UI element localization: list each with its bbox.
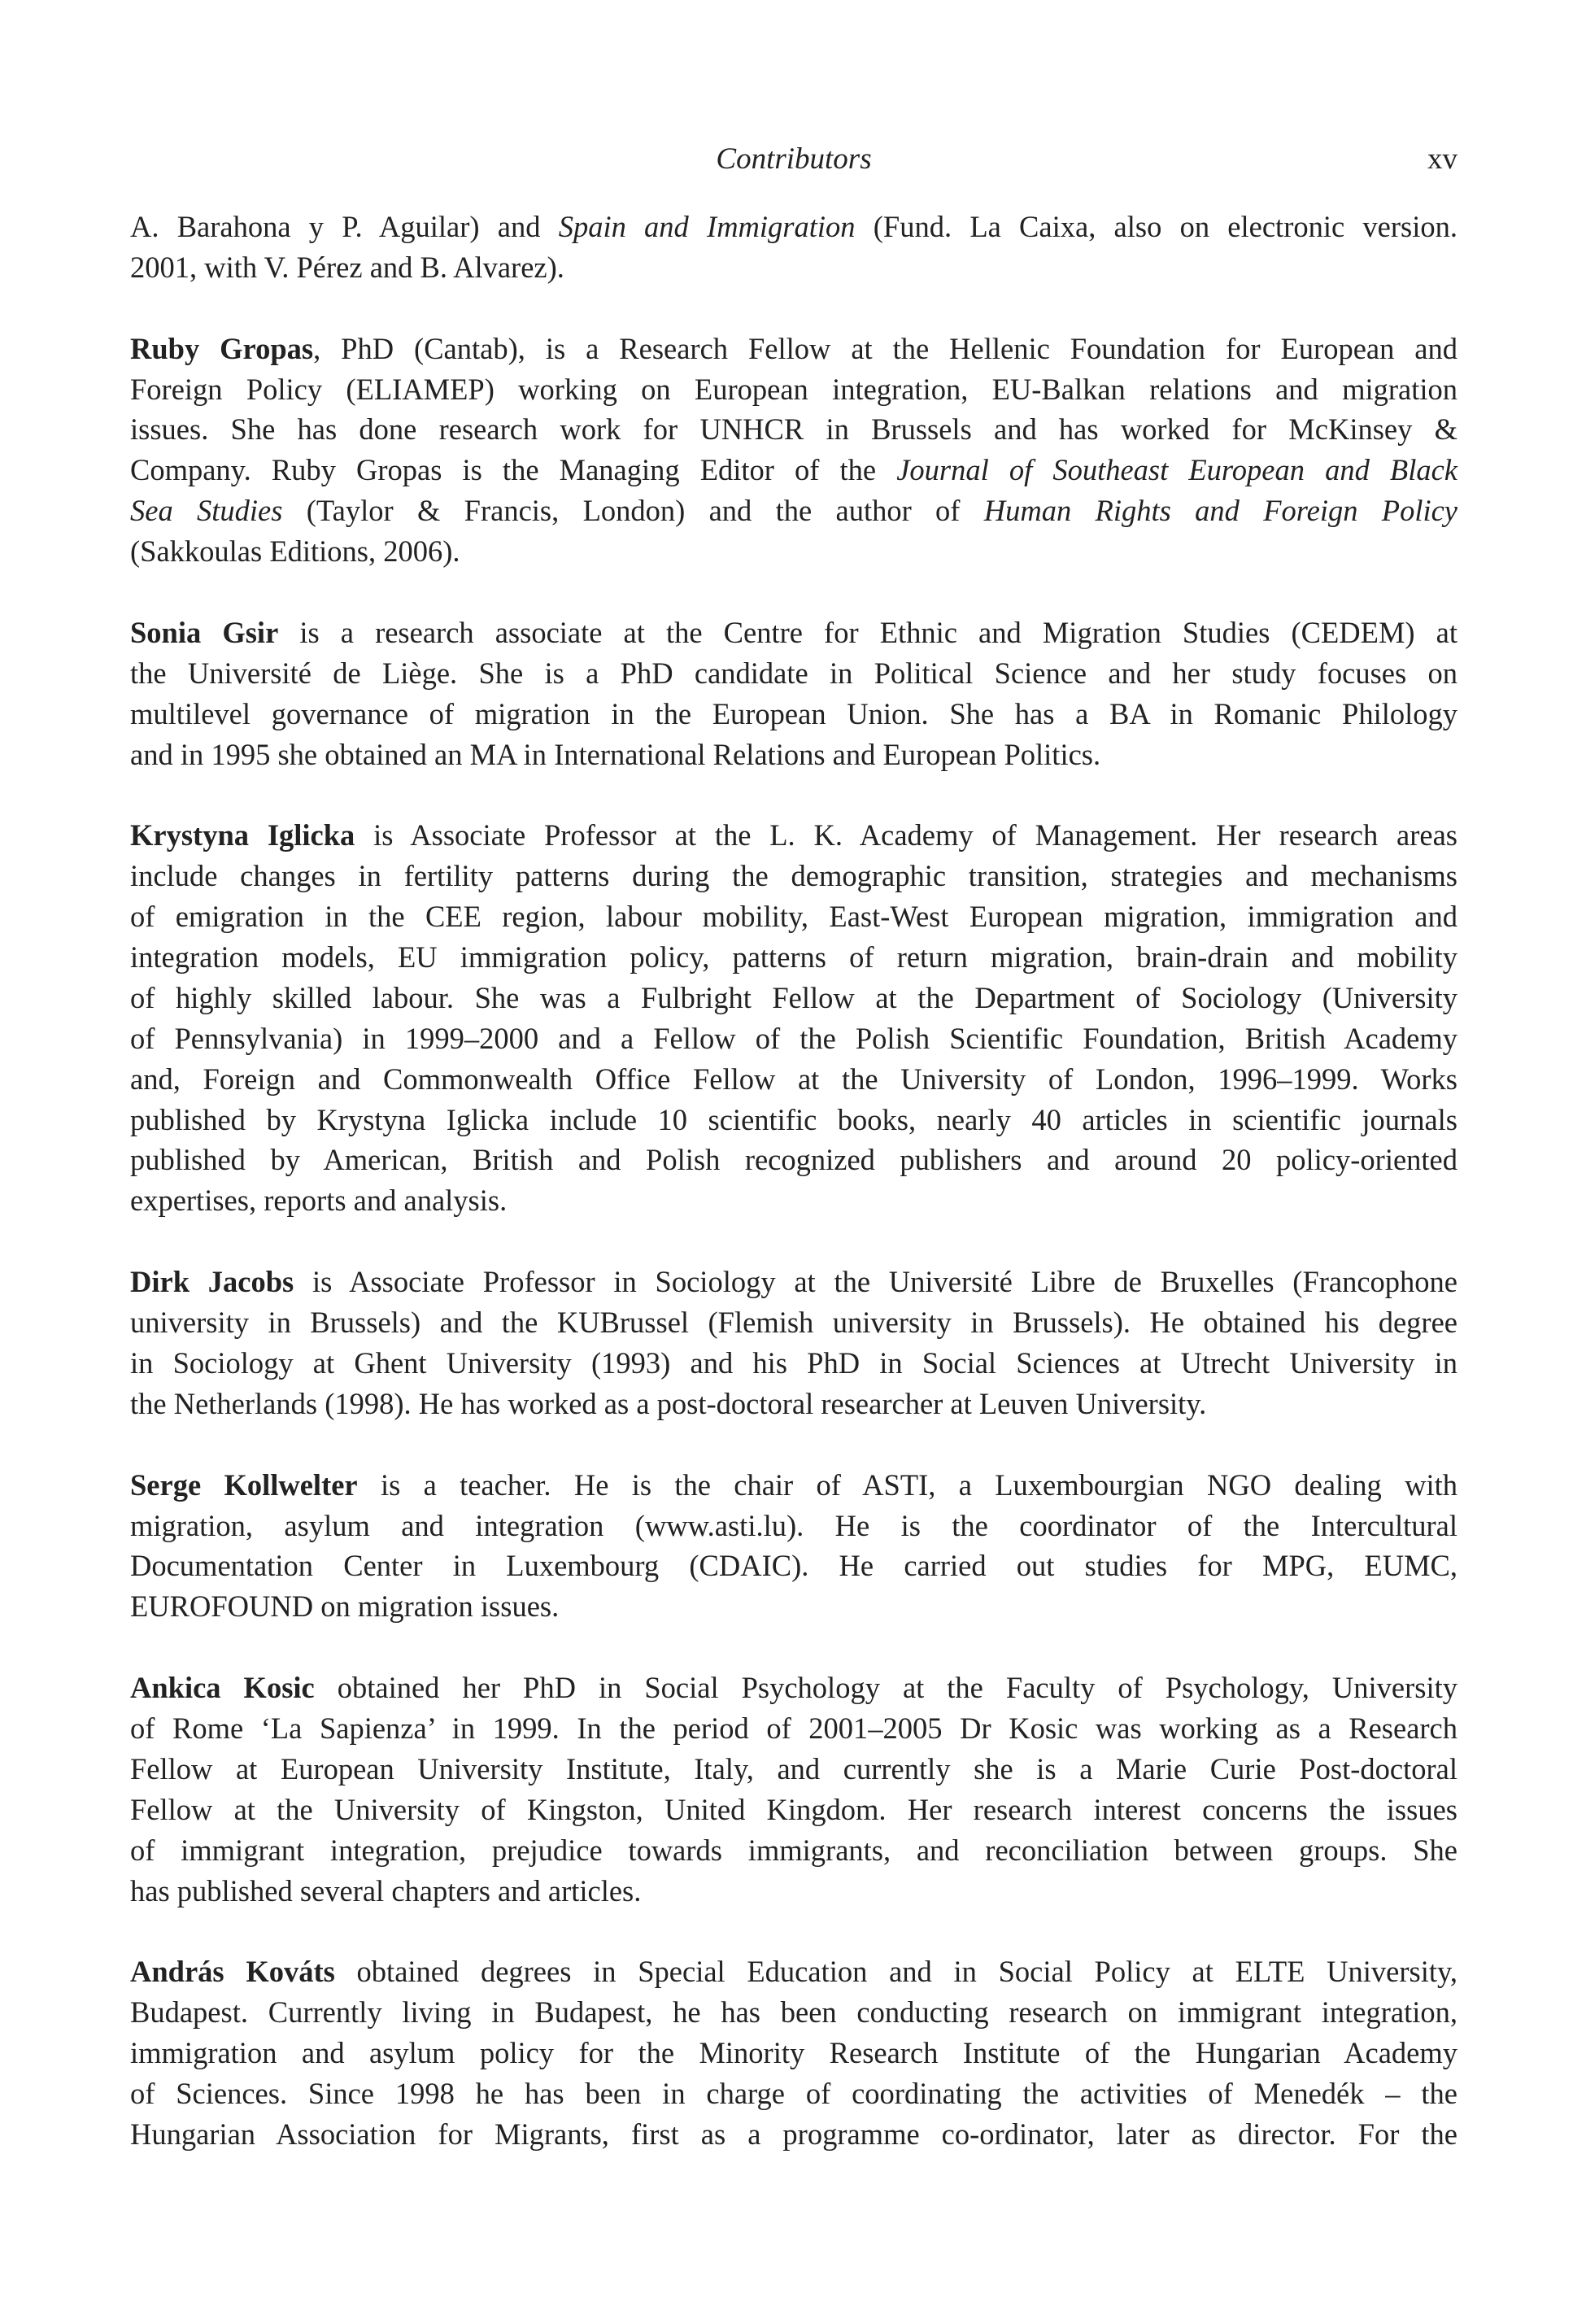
text-segment: A. Barahona y P. Aguilar) and: [130, 210, 559, 243]
text-segment: integration models, EU immigration policy, patterns of return migration, brain-drain and mobility: [130, 940, 1457, 975]
contributor-entry-sonia-gsir: [130, 613, 1457, 775]
text-line: [130, 329, 1457, 369]
text-line: [130, 856, 1457, 896]
text-line: [130, 2073, 1457, 2114]
text-line: [130, 815, 1457, 856]
text-line: [130, 937, 1457, 978]
text-line: [130, 978, 1457, 1018]
text-segment: has published several chapters and articles.: [130, 1873, 642, 1908]
page-number: xv: [1427, 142, 1457, 176]
text-segment: immigration and asylum policy for the Minority Research Institute of the Hungarian Academy: [130, 2036, 1457, 2070]
text-segment: is a research associate at the Centre for Ethnic and Migration Studies (CEDEM) at: [278, 615, 1457, 649]
contributor-name: Sonia Gsir: [130, 615, 279, 649]
contributor-entry-ankica-kosic: [130, 1668, 1457, 1911]
text-segment: and in 1995 she obtained an MA in International Relations and European Politics.: [130, 737, 1101, 771]
text-line: [130, 1302, 1457, 1343]
text-segment: Company. Ruby Gropas is the Managing Editor of the: [130, 453, 897, 487]
text-segment: of Sciences. Since 1998 he has been in charge of coordinating the activities of Menedék – the: [130, 2076, 1457, 2110]
running-head: [130, 139, 1457, 180]
publication-title: Spain and Immigration: [558, 210, 856, 243]
text-segment: in Sociology at Ghent University (1993) and his PhD in Social Sciences at Utrecht University in: [130, 1345, 1457, 1380]
text-segment: Foreign Policy (ELIAMEP) working on European integration, EU-Balkan relations and migration: [130, 372, 1457, 406]
text-segment: the Université de Liège. She is a PhD candidate in Political Science and her study focuses on: [130, 656, 1457, 690]
text-line: [130, 2114, 1457, 2155]
text-line: [130, 896, 1457, 937]
text-segment: migration, asylum and integration (www.asti.lu). He is the coordinator of the Intercultural: [130, 1508, 1457, 1542]
text-segment: Fellow at the University of Kingston, United Kingdom. Her research interest concerns the issues: [130, 1792, 1457, 1826]
text-line: [130, 1343, 1457, 1384]
text-line: [130, 1830, 1457, 1871]
text-line: [130, 1506, 1457, 1546]
text-line: [130, 1018, 1457, 1059]
contributor-name: Ankica Kosic: [130, 1671, 315, 1705]
contributors-body: [130, 207, 1457, 2195]
text-segment: expertises, reports and analysis.: [130, 1184, 508, 1218]
text-line: [130, 1586, 1457, 1627]
publication-title: Human Rights and Foreign Policy: [983, 494, 1457, 528]
text-segment: (Sakkoulas Editions, 2006).: [130, 534, 460, 569]
publication-title: Sea Studies: [130, 494, 283, 528]
text-line: [130, 735, 1457, 775]
contributor-name: András Kováts: [130, 1955, 335, 1989]
text-segment: Fellow at European University Institute, Italy, and currently she is a Marie Curie Post-doctoral: [130, 1751, 1457, 1786]
text-segment: published by Krystyna Iglicka include 10 scientific books, nearly 40 articles in scientific journals: [130, 1102, 1457, 1136]
contributor-name: Ruby Gropas: [130, 331, 314, 365]
text-segment: multilevel governance of migration in the European Union. She has a BA in Romanic Philology: [130, 696, 1457, 730]
text-segment: issues. She has done research work for UNHCR in Brussels and has worked for McKinsey &: [130, 412, 1457, 447]
contributor-name: Krystyna Iglicka: [130, 818, 355, 852]
text-segment: 2001, with V. Pérez and B. Alvarez).: [130, 250, 564, 284]
text-line: [130, 613, 1457, 653]
text-segment: of emigration in the CEE region, labour mobility, East-West European migration, immigration and: [130, 900, 1457, 934]
text-line: [130, 409, 1457, 450]
text-line: [130, 1180, 1457, 1221]
text-segment: include changes in fertility patterns during the demographic transition, strategies and mechanisms: [130, 859, 1457, 893]
text-segment: of Pennsylvania) in 1999–2000 and a Fellow of the Polish Scientific Foundation, British Academy: [130, 1021, 1457, 1055]
text-line: [130, 1100, 1457, 1140]
text-segment: , PhD (Cantab), is a Research Fellow at the Hellenic Foundation for European and: [313, 331, 1457, 365]
text-segment: of immigrant integration, prejudice towards immigrants, and reconciliation between groups. She: [130, 1833, 1457, 1867]
text-segment: is a teacher. He is the chair of ASTI, a Luxembourgian NGO dealing with: [357, 1467, 1457, 1502]
text-line: [130, 1059, 1457, 1100]
text-line: [130, 1140, 1457, 1180]
contributor-entry-dirk-jacobs: [130, 1262, 1457, 1424]
text-segment: obtained her PhD in Social Psychology at the Faculty of Psychology, University: [314, 1671, 1457, 1705]
text-line: [130, 1262, 1457, 1302]
text-line: [130, 247, 1457, 288]
text-line: [130, 1790, 1457, 1830]
text-segment: the Netherlands (1998). He has worked as a post-doctoral researcher at Leuven University.: [130, 1386, 1207, 1420]
text-line: [130, 450, 1457, 491]
text-line: [130, 369, 1457, 410]
text-line: [130, 531, 1457, 572]
contributor-entry-ruby-gropas: [130, 329, 1457, 572]
text-segment: of Rome ‘La Sapienza’ in 1999. In the period of 2001–2005 Dr Kosic was working as a Research: [130, 1711, 1457, 1745]
text-line: [130, 1546, 1457, 1586]
contributor-entry-krystyna-iglicka: [130, 815, 1457, 1221]
text-segment: (Taylor & Francis, London) and the author of: [282, 494, 984, 528]
contributor-name: Serge Kollwelter: [130, 1467, 358, 1502]
contributor-entry-serge-kollwelter: [130, 1465, 1457, 1628]
text-line: [130, 1384, 1457, 1424]
text-line: [130, 653, 1457, 694]
text-line: [130, 1749, 1457, 1790]
text-segment: of highly skilled labour. She was a Fulbright Fellow at the Department of Sociology (University: [130, 980, 1457, 1014]
text-segment: Hungarian Association for Migrants, first as a programme co-ordinator, later as director. For the: [130, 2117, 1457, 2151]
contributor-name: Dirk Jacobs: [130, 1265, 294, 1299]
text-line: [130, 1871, 1457, 1912]
text-segment: (Fund. La Caixa, also on electronic version.: [855, 210, 1457, 243]
contributor-entry-andras-kovats: [130, 1951, 1457, 2154]
text-segment: obtained degrees in Special Education and in Social Policy at ELTE University,: [334, 1955, 1457, 1989]
text-line: [130, 1992, 1457, 2033]
publication-title: Journal of Southeast European and Black: [896, 453, 1457, 487]
text-segment: university in Brussels) and the KUBrussel (Flemish university in Brussels). He obtained his degree: [130, 1306, 1457, 1340]
text-line: [130, 1668, 1457, 1708]
text-line: [130, 491, 1457, 531]
contributor-entry-continuation: [130, 207, 1457, 288]
text-line: [130, 207, 1457, 247]
text-segment: published by American, British and Polish recognized publishers and around 20 policy-oriented: [130, 1143, 1457, 1177]
text-line: [130, 2033, 1457, 2073]
text-segment: Documentation Center in Luxembourg (CDAIC). He carried out studies for MPG, EUMC,: [130, 1549, 1457, 1583]
text-line: [130, 1951, 1457, 1992]
text-segment: is Associate Professor at the L. K. Academy of Management. Her research areas: [355, 818, 1457, 852]
text-line: [130, 694, 1457, 735]
text-segment: EUROFOUND on migration issues.: [130, 1589, 560, 1624]
running-title: Contributors: [716, 142, 872, 176]
text-segment: Budapest. Currently living in Budapest, he has been conducting research on immigrant integration,: [130, 1995, 1457, 2030]
text-segment: and, Foreign and Commonwealth Office Fellow at the University of London, 1996–1999. Works: [130, 1062, 1457, 1096]
text-line: [130, 1708, 1457, 1749]
text-line: [130, 1465, 1457, 1506]
text-segment: is Associate Professor in Sociology at the Université Libre de Bruxelles (Francophone: [294, 1265, 1457, 1299]
